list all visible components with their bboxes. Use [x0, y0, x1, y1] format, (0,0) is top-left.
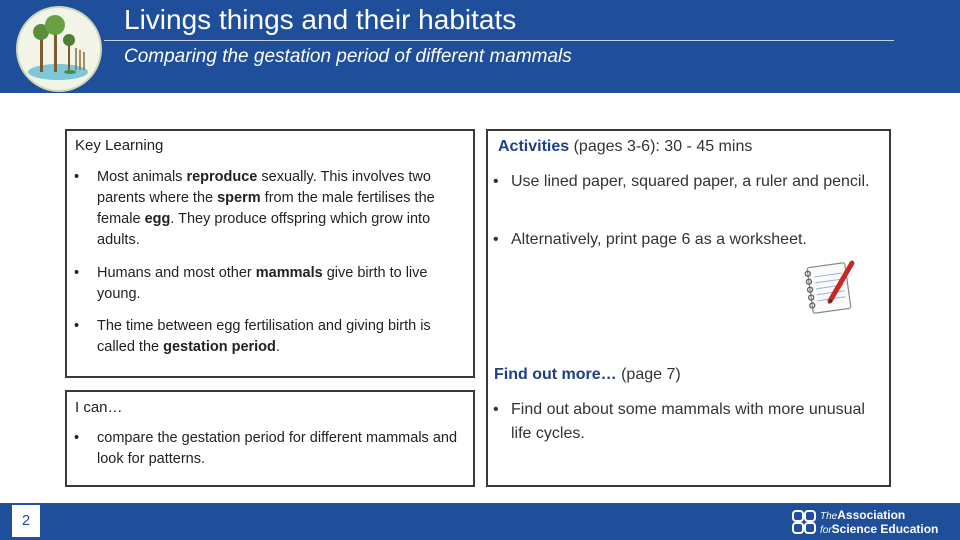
text-span: Find out about some mammals with more unusual life cycles. [511, 401, 865, 442]
text-span: Use lined paper, squared paper, a ruler and pencil. [511, 173, 870, 190]
text-span: compare the gestation period for different mammals and look for patterns. [97, 430, 458, 467]
term-sperm: sperm [217, 190, 261, 206]
activities-heading [498, 138, 752, 156]
logo-the: The [820, 511, 838, 522]
i-can-bullet-1 [74, 428, 458, 470]
find-out-more-heading [494, 366, 681, 384]
page-title: Livings things and their habitats [124, 4, 517, 35]
text-span: give birth to live young. [97, 265, 428, 302]
activities-bullet-2 [493, 228, 881, 252]
find-out-more-bullet-1 [493, 398, 871, 446]
key-learning-box [65, 129, 475, 378]
find-out-more-heading-strong: Find out more… [494, 366, 617, 383]
find-out-more-heading-rest: (page 7) [616, 366, 681, 383]
trees-pond-icon [18, 8, 100, 90]
bullet-icon: • [74, 430, 80, 446]
text-span: . They produce offspring which grow into adults. [97, 211, 431, 248]
key-learning-bullet-3 [74, 316, 467, 358]
key-learning-bullet-1 [74, 167, 457, 251]
footer-bar [0, 503, 960, 540]
header-bar [0, 0, 960, 93]
text-span: from the male fertilises the female [97, 190, 435, 227]
logo-line1: Association [837, 508, 906, 522]
term-mammals: mammals [255, 265, 323, 281]
bullet-icon: • [493, 401, 499, 418]
bullet-icon: • [493, 231, 499, 248]
bullet-icon: • [74, 265, 80, 281]
text-span: Alternatively, print page 6 as a worksheet. [511, 231, 807, 248]
activities-heading-strong: Activities [498, 138, 570, 155]
bullet-icon: • [74, 169, 80, 185]
title-divider [104, 40, 894, 41]
ase-logo [792, 508, 952, 536]
key-learning-heading: Key Learning [75, 137, 164, 154]
page-number: 2 [12, 505, 40, 537]
term-reproduce: reproduce [186, 169, 258, 185]
logo-line2: Science Education [831, 522, 939, 536]
habitat-logo [16, 6, 102, 92]
ase-mark-icon [792, 510, 816, 534]
bullet-icon: • [74, 318, 80, 334]
text-span: Most animals [97, 169, 187, 185]
text-span: Humans and most other [97, 265, 256, 281]
text-span: The time between egg fertilisation and giving birth is called the [97, 318, 431, 355]
term-egg: egg [144, 211, 171, 227]
page-subtitle: Comparing the gestation period of different mammals [124, 46, 572, 67]
key-learning-bullet-2 [74, 263, 457, 305]
ase-logo-text [820, 509, 938, 537]
i-can-box [65, 390, 475, 487]
notepad-pencil-icon [804, 257, 860, 317]
activities-box [486, 129, 891, 487]
activities-heading-rest: (pages 3-6): 30 - 45 mins [569, 138, 753, 155]
i-can-heading: I can… [75, 399, 123, 416]
text-span: . [275, 339, 280, 355]
activities-bullet-1 [493, 170, 871, 194]
text-span: sexually. This involves two parents where the [97, 169, 431, 206]
bullet-icon: • [493, 173, 499, 190]
term-gestation-period: gestation period [163, 339, 276, 355]
logo-for: for [820, 525, 832, 536]
